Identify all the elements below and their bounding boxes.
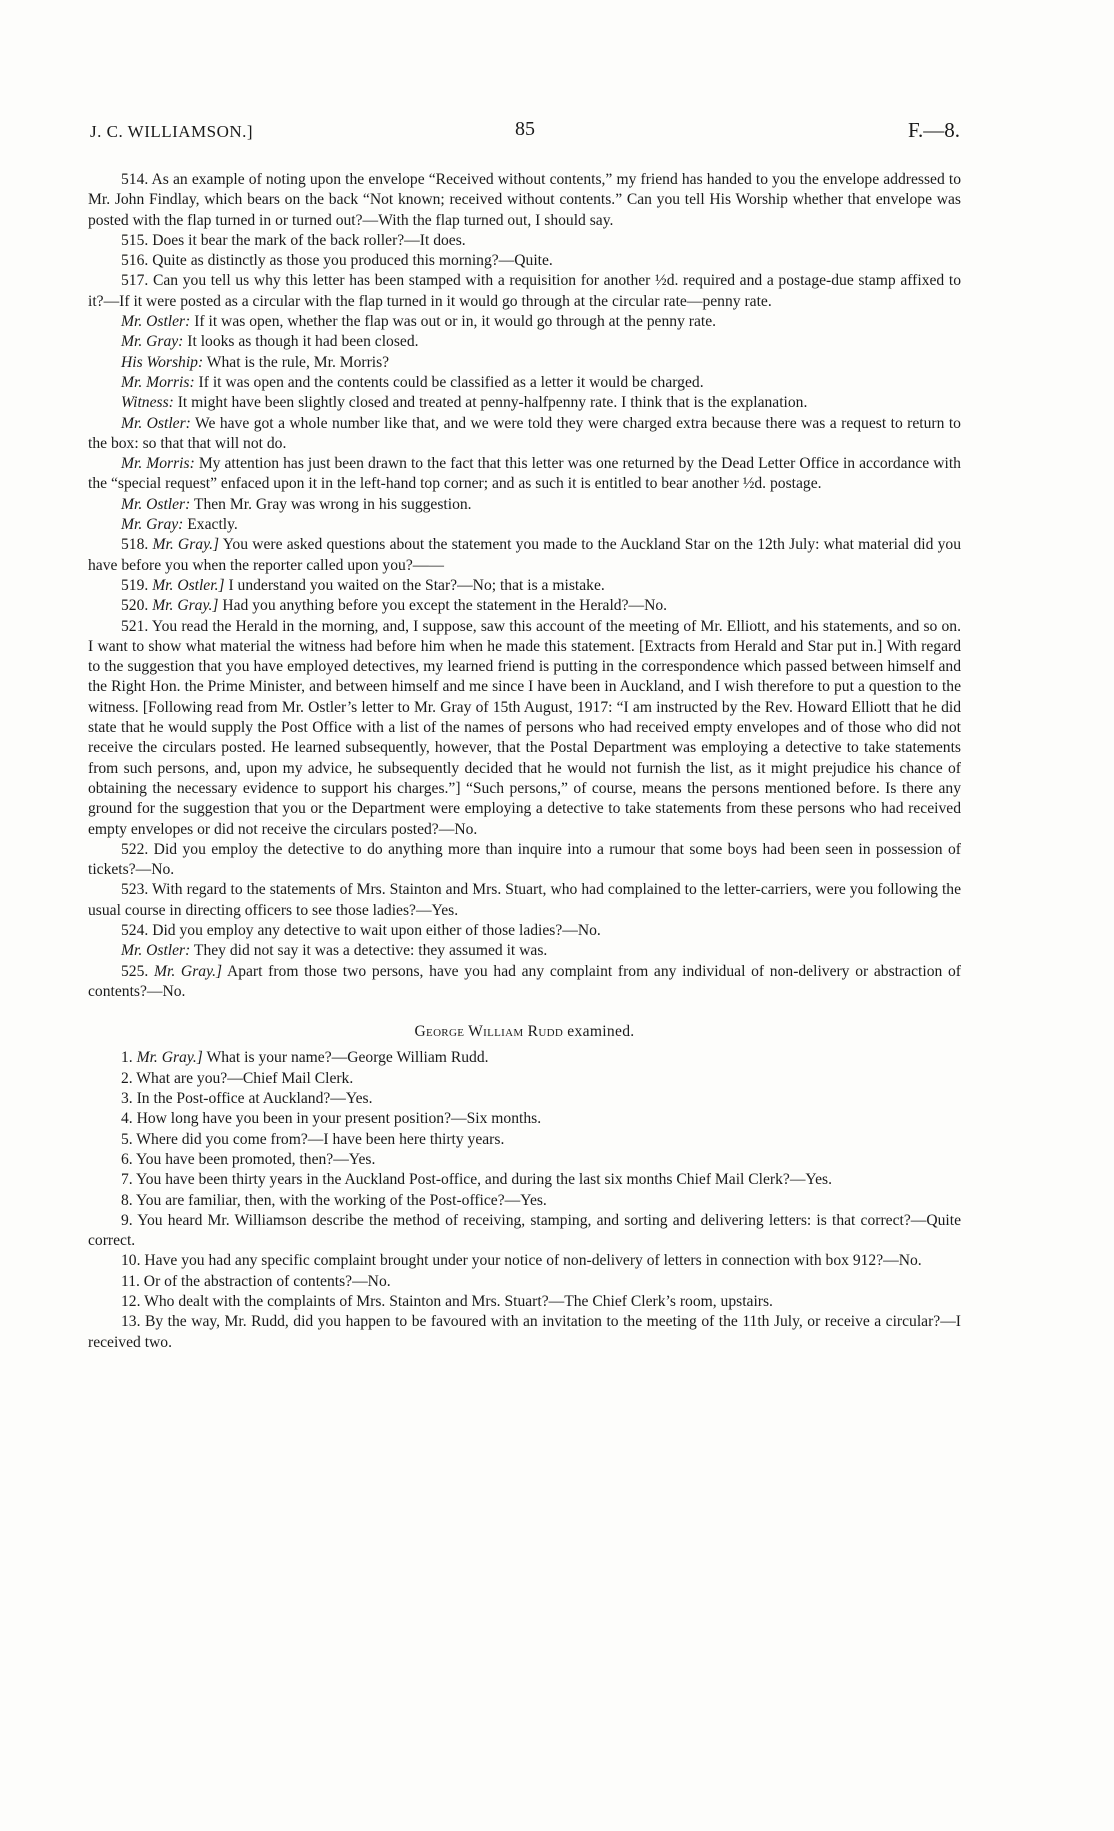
witness-name: George William Rudd [414,1023,564,1041]
speaker-name: Mr. Ostler.] [152,576,225,594]
paragraph [88,271,961,312]
paragraph-text: 9. You heard Mr. Williamson describe the method of receiving, stamping, and sorting and delivering letters: is that correct?—Quite correct. [88,1211,961,1250]
paragraph [88,921,961,941]
paragraph [88,596,961,616]
speaker-name: Mr. Gray.] [154,962,223,980]
paragraph [88,332,961,352]
paragraph [88,393,961,413]
paragraph [88,962,961,1003]
paragraph-text: We have got a whole number like that, and we were told they were charged extra because there was a request to return to the box: so that that will not do. [88,414,961,452]
speaker-name: Mr. Ostler: [121,495,191,513]
paragraph [88,576,961,596]
speaker-name: Mr. Ostler: [121,313,191,331]
paragraph [88,1312,961,1353]
speaker-name: His Worship: [121,353,204,371]
paragraph-text: 13. By the way, Mr. Rudd, did you happen to be favoured with an invitation to the meeting of the 11th July, or receive a circular?—I received two. [88,1313,961,1351]
paragraph [88,1150,961,1170]
paragraph [88,454,961,495]
paragraph [88,1191,961,1211]
paragraph-text: Then Mr. Gray was wrong in his suggestion. [190,495,472,513]
paragraph-text: 7. You have been thirty years in the Auckland Post-office, and during the last six months Chief Mail Clerk?—Yes. [121,1171,833,1189]
paragraph-text: 523. With regard to the statements of Mrs. Stainton and Mrs. Stuart, who had complained to the letter-carriers, were you following the usual course in directing officers to see those ladies?—Yes. [88,881,961,919]
paragraph [88,414,961,455]
paragraph-text: 5. Where did you come from?—I have been here thirty years. [121,1130,505,1148]
paragraph-text: It might have been slightly closed and treated at penny-halfpenny rate. I think that is the explanation. [173,394,808,412]
paragraph-text: They did not say it was a detective: they assumed it was. [190,942,548,960]
paragraph-text: 524. Did you employ any detective to wait upon either of those ladies?—No. [121,921,601,939]
paragraph-text: Had you anything before you except the statement in the Herald?—No. [218,597,668,615]
document-code: F.—8. [908,118,960,142]
paragraph [88,1130,961,1150]
speaker-name: Mr. Morris: [121,373,195,391]
paragraph [88,170,961,231]
question-number: 1. [121,1049,137,1067]
speaker-name: Mr. Ostler: [121,942,191,960]
question-number: 519. [121,576,153,594]
paragraph [88,1292,961,1312]
page-header [90,118,960,148]
paragraph [88,1272,961,1292]
paragraph [88,1211,961,1252]
paragraph-text: 12. Who dealt with the complaints of Mrs. Stainton and Mrs. Stuart?—The Chief Clerk’s room, upstairs. [121,1293,773,1311]
paragraph [88,312,961,332]
paragraph [88,880,961,921]
speaker-name: Mr. Ostler: [121,414,191,432]
paragraph [88,1089,961,1109]
paragraph-text: Apart from those two persons, have you had any complaint from any individual of non-delivery or abstraction of contents?—No. [88,962,962,1000]
speaker-name: Mr. Gray.] [152,597,219,615]
question-number: 520. [121,597,153,615]
paragraph [88,941,961,961]
paragraph-text: It looks as though it had been closed. [183,333,419,351]
speaker-name: Mr. Gray: [121,516,184,534]
paragraph [88,1109,961,1129]
document-body [88,170,961,1353]
paragraph-text: 522. Did you employ the detective to do anything more than inquire into a rumour that some boys had been seen in possession of tickets?—No. [88,840,961,879]
speaker-name: Mr. Gray: [121,333,184,351]
paragraph-text: 515. Does it bear the mark of the back roller?—It does. [121,231,466,249]
question-number: 518. [121,536,153,554]
paragraph [88,373,961,393]
paragraph-text: What is the rule, Mr. Morris? [203,353,390,371]
paragraph-text: 514. As an example of noting upon the envelope “Received without contents,” my friend has handed to you the envelope addressed to Mr. John Findlay, which bears on the back “Not known; received without contents.” Can you tell His Worship whether that envelope was posted with the flap turned in or turned out?—With the flap turned out, I should say. [88,171,961,229]
paragraph-text: 10. Have you had any specific complaint brought under your notice of non-delivery of letters in connection with box 912?—No. [121,1252,922,1270]
paragraph-text: What is your name?—George William Rudd. [202,1049,489,1067]
paragraph-text: 11. Or of the abstraction of contents?—No. [121,1272,391,1290]
question-number: 525. [121,962,154,980]
paragraph-text: 3. In the Post-office at Auckland?—Yes. [121,1090,373,1108]
paragraph-text: 6. You have been promoted, then?—Yes. [121,1150,376,1168]
paragraph [88,1069,961,1089]
paragraph [88,1048,961,1068]
paragraph-text: You were asked questions about the statement you made to the Auckland Star on the 12th July: what material did you have before you when the reporter called upon you?—— [88,536,961,574]
speaker-name: Mr. Morris: [121,455,195,473]
testimony-block-rudd [88,1048,961,1352]
paragraph [88,840,961,881]
speaker-name: Mr. Gray.] [152,536,220,554]
paragraph [88,495,961,515]
paragraph-text: 8. You are familiar, then, with the working of the Post-office?—Yes. [121,1191,547,1209]
paragraph-text: 516. Quite as distinctly as those you produced this morning?—Quite. [121,252,553,270]
paragraph-text: 517. Can you tell us why this letter has been stamped with a requisition for another ½d. required and a postage-due stamp affixed to it?—If it were posted as a circular with the flap turned in it would go through at the circular rate—penny rate. [88,272,961,310]
page-number: 85 [515,118,535,140]
paragraph-text: If it was open, whether the flap was out or in, it would go through at the penny rate. [190,313,717,331]
paragraph [88,231,961,251]
paragraph-text: My attention has just been drawn to the fact that this letter was one returned by the Dead Letter Office in accordance with the “special request” enfaced upon it in the left-hand top corner; and as such it is entitled to bear another ½d. postage. [88,455,961,493]
paragraph-text: 521. You read the Herald in the morning, and, I suppose, saw this account of the meeting of Mr. Elliott, and his statements, and so on. I want to show what material the witness had before him when he made this statement. [Extracts from Herald and Star put in.] With regard to the suggestion that you have employed detectives, my learned friend is putting in the correspondence which passed between himself and the Right Hon. the Prime Minister, and between himself and me since I have been in Auckland, and I wish therefore to put a question to the witness. [Following read from Mr. Ostler’s letter to Mr. Gray of 15th August, 1917: “I am instructed by the Rev. Howard Elliott that he did state that he would supply the Post Office with a list of the names of persons who had received empty envelopes and of those who did not receive the circulars posted. He learned subsequently, however, that the Postal Department was employing a detective to take statements from such persons, and, upon my advice, he subsequently decided that he would not furnish the list, as it might prejudice his chance of obtaining the necessary evidence to support his charges.”] “Such persons,” of course, means the persons mentioned before. Is there any ground for the suggestion that you or the Department were employing a detective to take statements from these persons who had received empty envelopes or did not receive the circulars posted?—No. [88,617,961,838]
paragraph-text: 2. What are you?—Chief Mail Clerk. [121,1069,354,1087]
paragraph [88,251,961,271]
paragraph-text: Exactly. [183,516,238,534]
testimony-block-williamson [88,170,961,1002]
paragraph [88,515,961,535]
section-suffix: examined. [563,1023,635,1041]
paragraph-text: 4. How long have you been in your present position?—Six months. [121,1110,542,1128]
paragraph-text: If it was open and the contents could be classified as a letter it would be charged. [194,373,704,391]
paragraph [88,535,961,576]
paragraph [88,1251,961,1271]
speaker-name: Mr. Gray.] [136,1049,203,1067]
speaker-name: Witness: [121,394,174,412]
paragraph [88,1170,961,1190]
paragraph [88,617,961,840]
paragraph-text: I understand you waited on the Star?—No; that is a mistake. [224,576,605,594]
section-heading [88,1022,961,1042]
paragraph [88,353,961,373]
witness-name-header: J. C. WILLIAMSON.] [90,122,254,141]
